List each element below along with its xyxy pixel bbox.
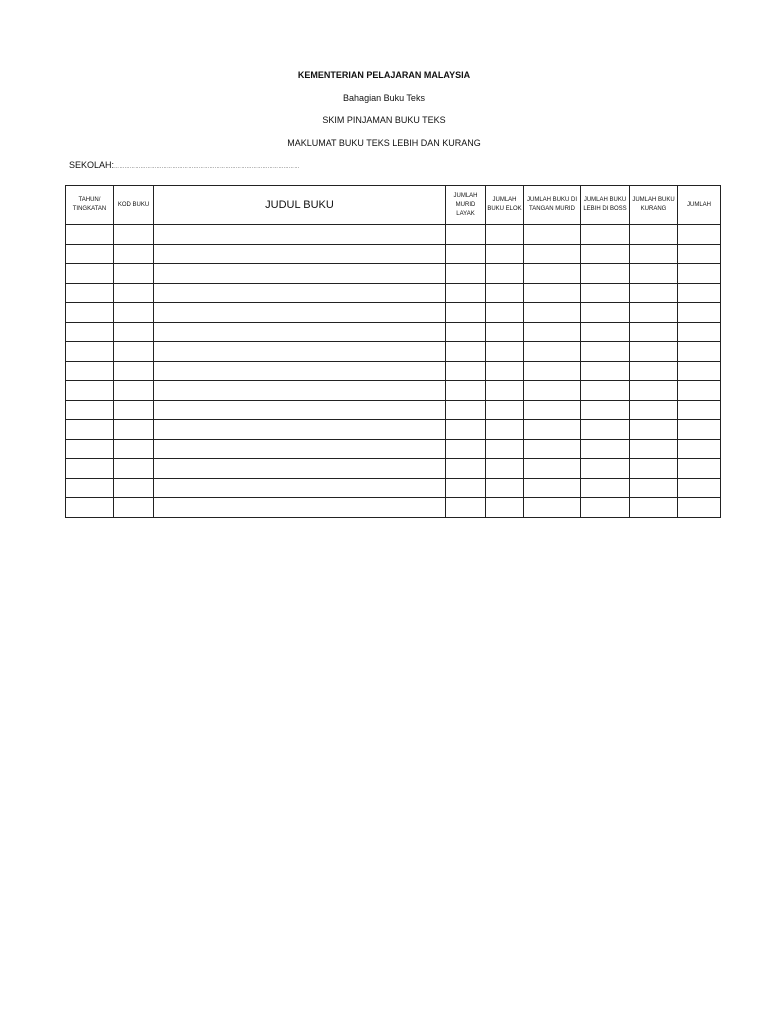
textbook-table [65,185,721,518]
table-cell [446,322,486,342]
table-row [66,264,721,284]
table-cell [66,498,114,518]
table-cell [630,381,678,401]
table-cell [524,361,581,381]
table-cell [486,381,524,401]
table-cell [581,303,630,323]
table-cell [154,400,446,420]
table-cell [154,498,446,518]
table-cell [66,342,114,362]
table-cell [154,381,446,401]
table-row [66,361,721,381]
table-cell [581,264,630,284]
table-cell [581,420,630,440]
table-cell [630,283,678,303]
table-cell [66,439,114,459]
table-row [66,498,721,518]
table-cell [486,244,524,264]
table-cell [524,225,581,245]
school-label: SEKOLAH: [69,160,115,170]
table-cell [114,498,154,518]
table-cell [630,420,678,440]
table-row [66,244,721,264]
table-cell [678,361,721,381]
table-cell [581,439,630,459]
table-cell [114,400,154,420]
table-row [66,478,721,498]
table-cell [154,361,446,381]
table-cell [446,381,486,401]
table-row [66,420,721,440]
table-cell [678,459,721,479]
table-cell [581,478,630,498]
table-cell [678,283,721,303]
table-cell [524,342,581,362]
header-jumlah-murid-layak: JUMLAH MURID LAYAK [446,186,486,225]
table-cell [154,225,446,245]
table-cell [524,478,581,498]
table-cell [524,381,581,401]
table-cell [154,322,446,342]
table-cell [630,342,678,362]
table-cell [486,361,524,381]
table-cell [114,283,154,303]
table-cell [630,322,678,342]
table-cell [446,303,486,323]
table-cell [114,264,154,284]
table-cell [446,400,486,420]
table-cell [678,303,721,323]
table-cell [66,361,114,381]
table-cell [66,420,114,440]
school-field [69,160,300,170]
table-row [66,303,721,323]
table-cell [486,400,524,420]
table-cell [66,459,114,479]
header-jumlah-buku-elok: JUMLAH BUKU ELOK [486,186,524,225]
table-cell [114,361,154,381]
table-cell [446,244,486,264]
table-cell [486,439,524,459]
table-cell [446,459,486,479]
table-row [66,342,721,362]
table-cell [66,264,114,284]
table-cell [486,225,524,245]
table-cell [524,420,581,440]
table-cell [446,264,486,284]
header-tahun-tingkatan: TAHUN/ TINGKATAN [66,186,114,225]
header-judul-buku: JUDUL BUKU [154,186,446,225]
table-cell [66,303,114,323]
table-cell [630,244,678,264]
table-cell [630,361,678,381]
header-kod-buku: KOD BUKU [114,186,154,225]
table-cell [66,322,114,342]
table-cell [524,439,581,459]
header-jumlah-buku-di-tangan-murid: JUMLAH BUKU DI TANGAN MURID [524,186,581,225]
table-cell [678,244,721,264]
table-cell [581,342,630,362]
table-cell [114,420,154,440]
table-cell [154,459,446,479]
table-cell [114,303,154,323]
table-cell [154,342,446,362]
table-row [66,322,721,342]
table-row [66,439,721,459]
table-cell [114,244,154,264]
table-cell [678,342,721,362]
table-cell [524,322,581,342]
table-cell [486,322,524,342]
form-title: MAKLUMAT BUKU TEKS LEBIH DAN KURANG [287,138,481,148]
table-cell [678,498,721,518]
table-cell [581,361,630,381]
table-cell [486,420,524,440]
table-row [66,225,721,245]
table-cell [154,244,446,264]
table-cell [581,459,630,479]
table-cell [446,478,486,498]
table-cell [581,225,630,245]
table-cell [446,283,486,303]
table-cell [66,478,114,498]
table-cell [446,498,486,518]
table-cell [630,264,678,284]
table-cell [678,478,721,498]
table-cell [524,244,581,264]
table-cell [486,498,524,518]
table-cell [446,420,486,440]
table-cell [630,439,678,459]
table-cell [154,283,446,303]
table-cell [581,381,630,401]
table-cell [630,225,678,245]
table-cell [486,459,524,479]
table-cell [486,303,524,323]
table-cell [154,303,446,323]
table-cell [524,498,581,518]
table-cell [581,283,630,303]
table-cell [114,478,154,498]
table-cell [678,264,721,284]
table-cell [154,439,446,459]
header-jumlah: JUMLAH [678,186,721,225]
table-cell [630,498,678,518]
table-cell [114,322,154,342]
table-cell [524,283,581,303]
table-cell [678,225,721,245]
header-jumlah-buku-kurang: JUMLAH BUKU KURANG [630,186,678,225]
table-cell [678,381,721,401]
table-cell [114,439,154,459]
table-cell [154,264,446,284]
table-cell [678,322,721,342]
table-cell [114,225,154,245]
table-cell [678,439,721,459]
header-jumlah-buku-lebih-di-boss: JUMLAH BUKU LEBIH DI BOSS [581,186,630,225]
table-cell [446,225,486,245]
table-cell [154,478,446,498]
table-cell [630,303,678,323]
school-blank-line: …………………………………………………………………………………………… [114,164,300,170]
table-cell [446,361,486,381]
table-cell [524,459,581,479]
table-cell [446,342,486,362]
table-cell [524,400,581,420]
table-cell [486,264,524,284]
table-cell [66,225,114,245]
table-cell [581,244,630,264]
table-cell [630,478,678,498]
table-cell [524,264,581,284]
table-cell [66,283,114,303]
table-cell [114,459,154,479]
division-title: Bahagian Buku Teks [343,93,425,103]
table-row [66,381,721,401]
table-row [66,400,721,420]
table-cell [524,303,581,323]
table-cell [66,244,114,264]
table-row [66,459,721,479]
table-row [66,283,721,303]
table-cell [66,400,114,420]
table-body [66,225,721,518]
table-cell [581,400,630,420]
table-cell [630,459,678,479]
table-cell [114,381,154,401]
table-cell [486,283,524,303]
table-cell [114,342,154,362]
ministry-title: KEMENTERIAN PELAJARAN MALAYSIA [297,70,471,80]
table-cell [678,420,721,440]
table-cell [486,478,524,498]
table-cell [581,498,630,518]
table-cell [678,400,721,420]
table-cell [486,342,524,362]
table-cell [446,439,486,459]
table-cell [630,400,678,420]
scheme-title: SKIM PINJAMAN BUKU TEKS [322,115,446,125]
table-cell [66,381,114,401]
table-header-row [66,186,721,225]
table-cell [154,420,446,440]
table-cell [581,322,630,342]
